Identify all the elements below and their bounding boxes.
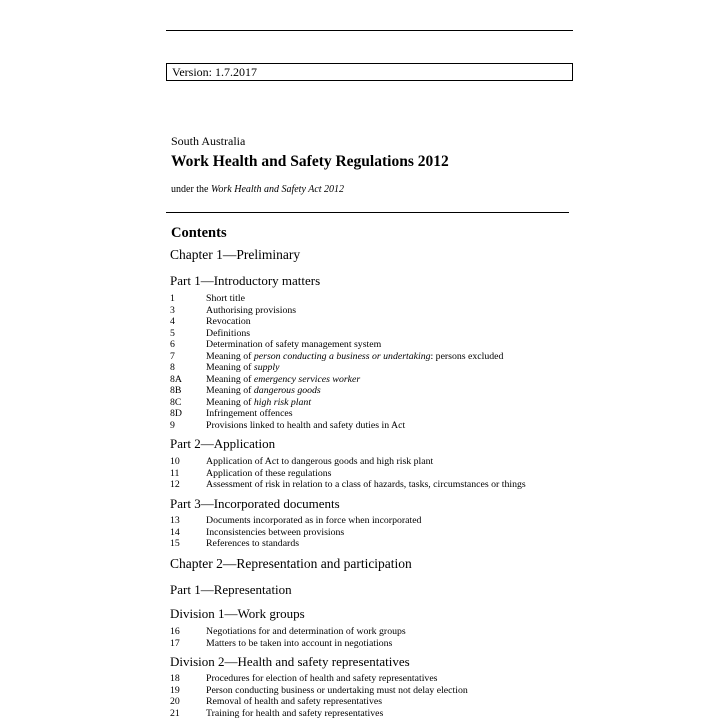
toc-entry-title <box>206 638 392 650</box>
toc-entry[interactable] <box>170 293 245 305</box>
toc-entry-number: 1 <box>170 293 175 304</box>
toc-entry-title-text: Short title <box>206 293 245 304</box>
toc-entry[interactable] <box>170 420 405 432</box>
toc-entry[interactable] <box>170 339 381 351</box>
toc-entry-title <box>206 479 526 491</box>
toc-entry-title-text: Meaning of <box>206 362 254 373</box>
toc-entry-number: 17 <box>170 637 180 649</box>
toc-entry[interactable] <box>170 385 321 397</box>
toc-entry-number: 14 <box>170 526 180 538</box>
toc-entry-number: 16 <box>170 626 180 637</box>
toc-entry-title <box>206 408 293 420</box>
toc-chapter-2[interactable]: Chapter 2—Representation and participation <box>170 556 412 571</box>
toc-entry-title-text: Person conducting business or undertaking must not delay election <box>206 684 468 696</box>
toc-entry-title-text: Meaning of <box>206 373 254 385</box>
toc-entry-number: 3 <box>170 304 175 316</box>
top-rule <box>166 30 573 31</box>
toc-entry-number: 20 <box>170 696 180 707</box>
toc-entry-title <box>206 397 311 409</box>
toc-entry[interactable] <box>170 527 344 539</box>
toc-entry[interactable] <box>170 316 251 328</box>
toc-entry[interactable] <box>170 328 250 340</box>
toc-entry[interactable] <box>170 468 331 480</box>
toc-entry-number: 15 <box>170 538 180 549</box>
toc-entry-title <box>206 339 381 351</box>
toc-entry-title-text: Meaning of <box>206 385 254 396</box>
toc-entry-number: 8 <box>170 362 175 373</box>
subtitle <box>171 184 344 195</box>
toc-entry-title <box>206 515 421 527</box>
toc-entry-title-emphasis: supply <box>253 362 280 373</box>
toc-part-introductory[interactable]: Part 1—Introductory matters <box>170 273 321 288</box>
toc-entry[interactable] <box>170 685 468 697</box>
toc-entry-title <box>206 527 344 539</box>
toc-entry-title-emphasis: dangerous goods <box>253 385 321 396</box>
toc-entry-title-text: Documents incorporated as in force when incorporated <box>206 515 422 526</box>
toc-entry-title <box>206 673 438 685</box>
toc-entry-number: 13 <box>170 515 180 526</box>
toc-entry-title <box>206 468 331 480</box>
toc-entry-title <box>206 685 468 697</box>
toc-entry-title-text: Matters to be taken into account in negotiations <box>206 637 393 649</box>
jurisdiction: South Australia <box>171 134 246 148</box>
toc-entry-number: 21 <box>170 707 180 719</box>
toc-entry-title-text: Training for health and safety representatives <box>206 707 384 719</box>
toc-entry-title-text: Infringement offences <box>206 408 293 419</box>
toc-entry-title <box>206 374 360 386</box>
toc-entry-number: 8C <box>170 396 182 408</box>
toc-entry-title <box>206 708 383 720</box>
toc-entry-title-text: Procedures for election of health and safety representatives <box>206 673 438 684</box>
toc-entry[interactable] <box>170 408 293 420</box>
toc-entry-title-text: Definitions <box>206 327 251 339</box>
toc-part-incorporated[interactable]: Part 3—Incorporated documents <box>170 496 340 511</box>
toc-entry-title-text: Application of Act to dangerous goods and high risk plant <box>206 456 434 467</box>
toc-entry-number: 8A <box>170 373 182 385</box>
toc-entry-title <box>206 538 299 550</box>
toc-entry-number: 4 <box>170 316 175 327</box>
toc-entry-title <box>206 351 503 363</box>
toc-entry-number: 8B <box>170 385 182 396</box>
toc-part-application[interactable]: Part 2—Application <box>170 436 276 451</box>
toc-entry-number: 18 <box>170 673 180 684</box>
toc-entry[interactable] <box>170 397 311 409</box>
toc-entry-title-emphasis: person conducting a business or undertaking <box>253 350 431 362</box>
toc-entry-number: 12 <box>170 479 180 490</box>
toc-entry-number: 8D <box>170 408 182 419</box>
toc-entry[interactable] <box>170 362 279 374</box>
toc-entry-title-text: Removal of health and safety representatives <box>206 696 383 707</box>
toc-entry-title-suffix: : persons excluded <box>430 350 504 362</box>
contents-heading: Contents <box>171 225 227 241</box>
toc-entry[interactable] <box>170 708 383 720</box>
toc-entry-number: 19 <box>170 684 180 696</box>
toc-entry-title <box>206 385 321 397</box>
toc-entry-title-text: Application of these regulations <box>206 467 332 479</box>
toc-entry-title <box>206 696 382 708</box>
title-rule <box>166 212 569 213</box>
toc-entry-number: 6 <box>170 339 175 350</box>
subtitle-prefix: under the <box>171 184 209 195</box>
toc-entry-title <box>206 316 251 328</box>
toc-entry[interactable] <box>170 305 296 317</box>
toc-entry[interactable] <box>170 538 299 550</box>
toc-entry-title-text: Assessment of risk in relation to a class of hazards, tasks, circumstances or things <box>206 479 526 490</box>
toc-entry-title-text: Inconsistencies between provisions <box>206 526 345 538</box>
subtitle-act: Work Health and Safety Act 2012 <box>211 184 345 195</box>
toc-entry-title <box>206 362 279 374</box>
toc-part-representation[interactable]: Part 1—Representation <box>170 582 292 597</box>
toc-entry[interactable] <box>170 696 382 708</box>
toc-entry-title <box>206 420 405 432</box>
toc-entry[interactable] <box>170 626 406 638</box>
toc-entry[interactable] <box>170 515 421 527</box>
toc-entry-number: 5 <box>170 327 175 339</box>
toc-entry-title-text: Negotiations for and determination of work groups <box>206 626 406 637</box>
toc-entry-title-text: References to standards <box>206 538 300 549</box>
toc-entry-title-emphasis: emergency services worker <box>253 373 361 385</box>
document-title: Work Health and Safety Regulations 2012 <box>171 153 449 170</box>
toc-entry-number: 7 <box>170 350 175 362</box>
toc-chapter-1[interactable]: Chapter 1—Preliminary <box>170 247 301 262</box>
toc-entry-title <box>206 456 433 468</box>
toc-entry-title-text: Meaning of <box>206 396 254 408</box>
toc-division-work-groups[interactable]: Division 1—Work groups <box>170 606 305 621</box>
toc-entry[interactable] <box>170 456 433 468</box>
toc-entry[interactable] <box>170 673 438 685</box>
toc-entry-title <box>206 293 245 305</box>
toc-entry[interactable] <box>170 638 392 650</box>
toc-entry-number: 9 <box>170 419 175 431</box>
toc-entry[interactable] <box>170 374 360 386</box>
toc-entry-title-text: Determination of safety management system <box>206 339 382 350</box>
toc-entry[interactable] <box>170 351 503 363</box>
toc-entry-title-emphasis: high risk plant <box>253 396 312 408</box>
toc-entry[interactable] <box>170 479 526 491</box>
toc-entry-title-text: Revocation <box>206 316 251 327</box>
toc-entry-title <box>206 305 296 317</box>
toc-division-hsr[interactable]: Division 2—Health and safety representatives <box>170 654 410 669</box>
toc-entry-title <box>206 626 406 638</box>
toc-entry-title-text: Authorising provisions <box>206 304 297 316</box>
toc-entry-title <box>206 328 250 340</box>
version-box: Version: 1.7.2017 <box>166 63 573 81</box>
toc-entry-title-text: Meaning of <box>206 350 254 362</box>
toc-entry-number: 11 <box>170 467 180 479</box>
toc-entry-title-text: Provisions linked to health and safety duties in Act <box>206 419 406 431</box>
toc-entry-number: 10 <box>170 456 180 467</box>
